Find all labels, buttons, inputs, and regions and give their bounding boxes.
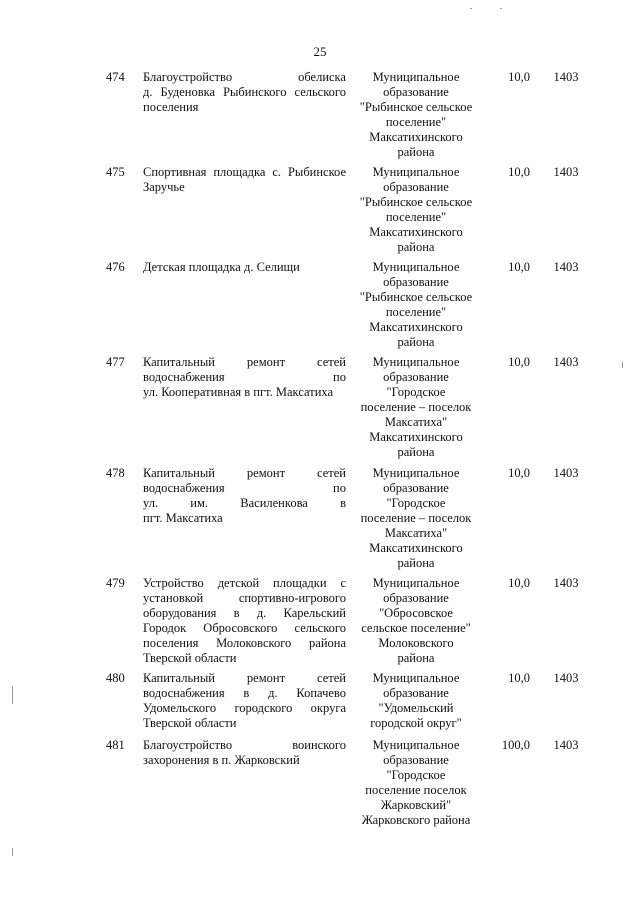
municipality-line: образование: [383, 85, 449, 99]
municipality-line: Муниципальное: [372, 671, 460, 685]
municipality-line: района: [397, 335, 435, 349]
municipality-line: образование: [383, 370, 449, 384]
municipality-line: поселение": [385, 115, 447, 129]
row-number: 480: [106, 671, 125, 685]
project-name-line: захоронения в п. Жарковский: [143, 753, 300, 767]
municipality-line: Муниципальное: [372, 260, 460, 274]
project-name-line: поселения: [143, 100, 199, 114]
municipality-line: "Рыбинское сельское: [359, 290, 473, 304]
municipality-line: Жарковского района: [361, 813, 471, 827]
municipality-line: образование: [383, 686, 449, 700]
budget-code: 1403: [553, 260, 579, 274]
municipality-line: Муниципальное: [372, 466, 460, 480]
municipality-line: образование: [383, 591, 449, 605]
municipality-line: поселение поселок: [365, 783, 467, 797]
budget-code: 1403: [553, 671, 579, 685]
municipality: [353, 165, 479, 255]
project-name: [143, 70, 346, 115]
municipality-line: Максатихинского: [369, 225, 463, 239]
project-name-line: Устройство детской площадки с: [143, 576, 346, 590]
municipality-line: "Городское: [386, 768, 446, 782]
municipality-line: образование: [383, 275, 449, 289]
municipality-line: района: [397, 556, 435, 570]
municipality-line: Максатихинского: [369, 430, 463, 444]
scan-mark: [12, 686, 13, 704]
project-name: [143, 260, 346, 275]
project-name: [143, 355, 346, 400]
municipality-line: сельское поселение": [361, 621, 471, 635]
amount: 10,0: [508, 671, 530, 685]
scan-mark: [12, 848, 13, 856]
project-name-line: ул. им. Василенкова в: [143, 496, 346, 510]
municipality-line: поселение – поселок: [360, 511, 472, 525]
municipality-line: района: [397, 651, 435, 665]
municipality-line: района: [397, 240, 435, 254]
project-name-line: пгт. Максатиха: [143, 511, 223, 525]
project-name-line: водоснабжения по: [143, 370, 346, 384]
project-name-line: Детская площадка д. Селищи: [143, 260, 300, 274]
municipality-line: "Рыбинское сельское: [359, 195, 473, 209]
municipality: [353, 260, 479, 350]
page-number: 25: [313, 44, 327, 59]
municipality-line: района: [397, 145, 435, 159]
municipality-line: Муниципальное: [372, 576, 460, 590]
row-number: 475: [106, 165, 125, 179]
project-name-line: ул. Кооперативная в пгт. Максатиха: [143, 385, 334, 399]
municipality-line: Муниципальное: [372, 165, 460, 179]
project-name-line: Капитальный ремонт сетей: [143, 671, 346, 685]
amount: 10,0: [508, 355, 530, 369]
municipality-line: Муниципальное: [372, 70, 460, 84]
municipality-line: поселение – поселок: [360, 400, 472, 414]
municipality: [353, 576, 479, 666]
row-number: 478: [106, 466, 125, 480]
row-number: 479: [106, 576, 125, 590]
project-name-line: Капитальный ремонт сетей: [143, 466, 346, 480]
project-name-line: д. Буденовка Рыбинского сельского: [143, 85, 346, 99]
project-name-line: Капитальный ремонт сетей: [143, 355, 346, 369]
budget-code: 1403: [553, 355, 579, 369]
project-name-line: Удомельского городского округа: [143, 701, 346, 715]
amount: 10,0: [508, 260, 530, 274]
municipality: [353, 70, 479, 160]
municipality: [353, 355, 479, 460]
municipality-line: Муниципальное: [372, 738, 460, 752]
project-name-line: Благоустройство обелиска: [143, 70, 346, 84]
amount: 10,0: [508, 70, 530, 84]
project-name: [143, 466, 346, 526]
project-name-line: установкой спортивно-игрового: [143, 591, 346, 605]
budget-code: 1403: [553, 165, 579, 179]
scan-mark: [470, 8, 472, 9]
municipality-line: "Рыбинское сельское: [359, 100, 473, 114]
project-name-line: Заручье: [143, 180, 185, 194]
municipality-line: образование: [383, 753, 449, 767]
amount: 10,0: [508, 466, 530, 480]
municipality-line: образование: [383, 481, 449, 495]
budget-code: 1403: [553, 466, 579, 480]
municipality-line: "Городское: [386, 496, 446, 510]
project-name: [143, 576, 346, 666]
scan-mark: [500, 8, 502, 9]
project-name-line: Тверской области: [143, 716, 237, 730]
row-number: 477: [106, 355, 125, 369]
row-number: 474: [106, 70, 125, 84]
municipality-line: поселение": [385, 210, 447, 224]
project-name-line: Благоустройство воинского: [143, 738, 346, 752]
project-name-line: Спортивная площадка с. Рыбинское: [143, 165, 346, 179]
municipality-line: поселение": [385, 305, 447, 319]
amount: 100,0: [501, 738, 530, 752]
project-name-line: оборудования в д. Карельский: [143, 606, 346, 620]
project-name-line: водоснабжения по: [143, 481, 346, 495]
municipality-line: Жарковский": [380, 798, 452, 812]
municipality-line: Молоковского: [378, 636, 454, 650]
amount: 10,0: [508, 165, 530, 179]
municipality: [353, 738, 479, 828]
budget-code: 1403: [553, 738, 579, 752]
project-name: [143, 671, 346, 731]
row-number: 476: [106, 260, 125, 274]
municipality-line: Максатиха": [384, 526, 448, 540]
project-name-line: Тверской области: [143, 651, 237, 665]
municipality-line: Максатихинского: [369, 320, 463, 334]
municipality-line: городской округ": [370, 716, 462, 730]
municipality-line: образование: [383, 180, 449, 194]
municipality: [353, 466, 479, 571]
project-name: [143, 738, 346, 768]
municipality-line: "Обросовское: [379, 606, 453, 620]
municipality: [353, 671, 479, 731]
amount: 10,0: [508, 576, 530, 590]
project-name-line: поселения Молоковского района: [143, 636, 346, 650]
municipality-line: района: [397, 445, 435, 459]
project-name: [143, 165, 346, 195]
budget-code: 1403: [553, 576, 579, 590]
municipality-line: "Городское: [386, 385, 446, 399]
municipality-line: "Удомельский: [378, 701, 454, 715]
scan-mark: [622, 362, 623, 368]
project-name-line: Городок Обросовского сельского: [143, 621, 346, 635]
municipality-line: Максатихинского: [369, 541, 463, 555]
municipality-line: Муниципальное: [372, 355, 460, 369]
municipality-line: Максатихинского: [369, 130, 463, 144]
municipality-line: Максатиха": [384, 415, 448, 429]
row-number: 481: [106, 738, 125, 752]
budget-code: 1403: [553, 70, 579, 84]
project-name-line: водоснабжения в д. Копачево: [143, 686, 346, 700]
